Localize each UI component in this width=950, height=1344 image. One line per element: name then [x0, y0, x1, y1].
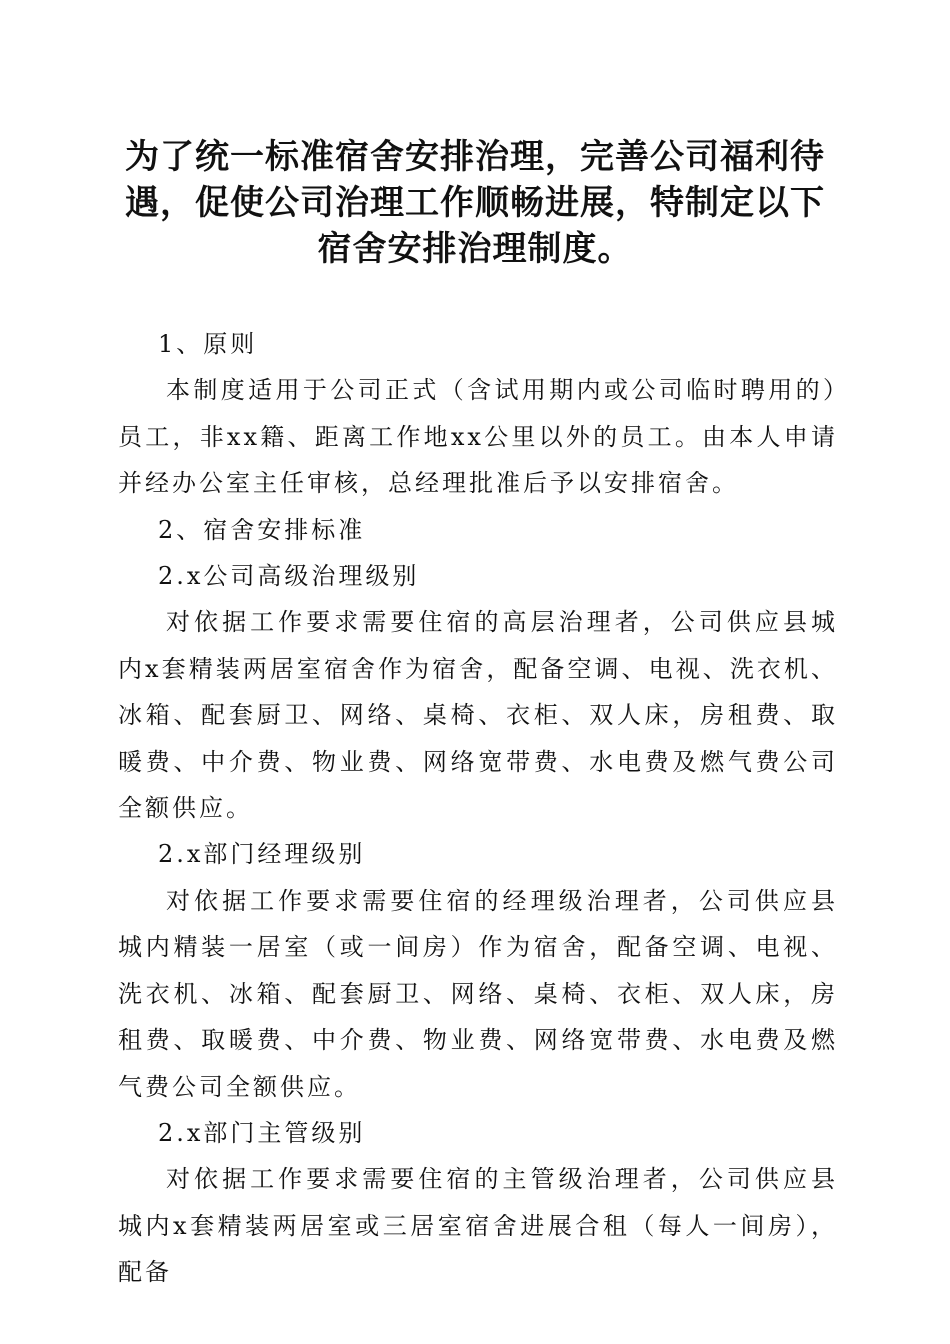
- paragraph-senior: 对依据工作要求需要住宿的高层治理者，公司供应县城内x套精装两居室宿舍作为宿舍，配备空调、电视、洗衣机、冰箱、配套厨卫、网络、桌椅、衣柜、双人床，房租费、取暖费、中介费、物业费、网络宽带费、水电费及燃气费公司全额供应。: [118, 608, 838, 823]
- document-title: 为了统一标准宿舍安排治理，完善公司福利待遇，促使公司治理工作顺畅进展，特制定以下宿舍安排治理制度。: [125, 137, 825, 269]
- document-body: [118, 321, 838, 1296]
- subsection-heading-supervisor: 2.x部门主管级别: [158, 1118, 366, 1147]
- section-heading-standards: 2、宿舍安排标准: [158, 515, 366, 544]
- subsection-heading-manager: 2.x部门经理级别: [158, 840, 366, 869]
- paragraph-manager: 对依据工作要求需要住宿的经理级治理者，公司供应县城内精装一居室（或一间房）作为宿舍，配备空调、电视、洗衣机、冰箱、配套厨卫、网络、桌椅、衣柜、双人床，房租费、取暖费、中介费、物业费、网络宽带费、水电费及燃气费公司全额供应。: [118, 886, 838, 1101]
- subsection-heading-senior: 2.x公司高级治理级别: [158, 562, 420, 591]
- paragraph-supervisor: 对依据工作要求需要住宿的主管级治理者，公司供应县城内x套精装两居室或三居室宿舍进展合租（每人一间房），配备: [118, 1165, 838, 1287]
- section-heading-principle: 1、原则: [158, 330, 258, 358]
- paragraph-scope: 本制度适用于公司正式（含试用期内或公司临时聘用的）员工，非xx籍、距离工作地xx公里以外的员工。由本人申请并经办公室主任审核，总经理批准后予以安排宿舍。: [118, 376, 838, 498]
